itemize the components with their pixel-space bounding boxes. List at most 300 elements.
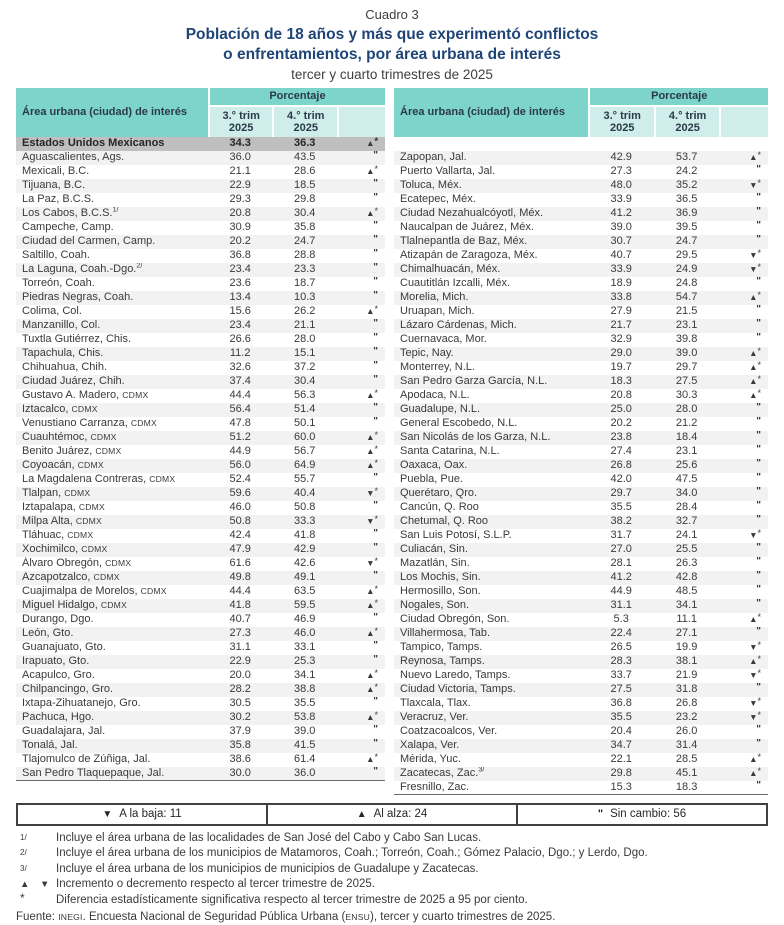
legend-box [16,803,768,826]
pct-q3: 23.4 [208,263,273,277]
pct-q3: 27.0 [588,543,653,557]
significance-asterisk: * [374,164,378,175]
pct-q4: 39.0 [294,725,316,738]
city-name: Los Mochis, Sin. [394,571,588,585]
legend-down-label: A la baja: 11 [119,808,182,821]
city-name: San Pedro Garza García, N.L. [394,375,588,389]
change-indicator [337,207,385,221]
change-indicator [337,431,385,445]
significance-asterisk: * [374,710,378,721]
pct-q4: 50.1 [294,417,316,430]
change-indicator [337,739,385,753]
change-indicator [719,571,768,585]
pct-q3: 35.5 [610,501,632,514]
change-indicator [337,375,385,389]
table-row [16,501,385,515]
pct-q3: 27.3 [208,627,273,641]
change-indicator [337,753,385,767]
no-change-icon: " [597,808,604,821]
inegi-acronym: INEGI [58,912,83,923]
table-row [16,487,385,501]
change-indicator [337,655,385,669]
change-indicator [337,725,385,739]
city-name: La Magdalena Contreras, CDMX [22,473,176,486]
change-indicator [337,193,385,207]
pct-q3: 30.7 [588,235,653,249]
city-name: Miguel Hidalgo, CDMX [16,599,208,613]
significance-asterisk: * [374,430,378,441]
pct-q4: 23.2 [654,711,719,725]
pct-q3: 40.7 [610,249,632,262]
significance-asterisk: * [757,654,761,665]
change-indicator [719,375,768,389]
table-row [394,291,768,305]
significance-asterisk: * [757,374,761,385]
pct-q4: 36.9 [654,207,719,221]
city-name: Ixtapa-Zihuatanejo, Gro. [22,697,141,710]
no-change-icon: " [756,724,761,736]
table-row [16,277,385,291]
title-line-1: Población de 18 años y más que experimentó conflictos [185,26,599,43]
significance-asterisk: * [374,668,378,679]
subtitle: tercer y cuarto trimestres de 2025 [291,66,493,82]
no-change-icon: " [373,374,378,386]
footnote-text: Incremento o decremento respecto al tercer trimestre de 2025. [56,878,375,891]
down-triangle-icon: ▼ [366,516,375,527]
pct-q3: 28.2 [208,683,273,697]
city-name: Nogales, Son. [394,599,588,613]
change-indicator [719,235,768,249]
no-change-icon: " [373,500,378,512]
significance-asterisk: * [374,556,378,567]
pct-q4: 28.5 [675,753,698,766]
down-triangle-icon: ▼ [749,264,758,275]
change-indicator [719,179,768,193]
table-row [16,333,385,347]
change-indicator [337,347,385,361]
pct-q4: 49.1 [272,571,337,585]
change-indicator [337,585,385,599]
pct-q3: 19.7 [610,361,632,374]
city-name: Ciudad del Carmen, Camp. [16,235,208,249]
change-indicator [337,711,385,725]
no-change-icon: " [756,458,761,470]
change-indicator [719,291,768,305]
table-row [394,417,768,431]
pct-q4: 24.7 [272,235,337,249]
table-row [16,221,385,235]
city-name: Nuevo Laredo, Tamps. [400,669,511,682]
table-row [16,627,385,641]
pct-q4: 35.2 [654,179,719,193]
significance-asterisk: * [757,696,761,707]
table-row [394,389,768,403]
no-change-icon: " [373,402,378,414]
pct-q4: 28.6 [294,165,316,178]
table-row [16,361,385,375]
city-name: Hermosillo, Son. [400,585,481,598]
city-name: Tlalpan, CDMX [16,487,208,501]
table-row [394,557,768,571]
no-change-icon: " [373,276,378,288]
pct-q4: 42.9 [272,543,337,557]
table-row [394,641,768,655]
change-indicator [719,249,768,263]
no-change-icon: " [373,332,378,344]
change-indicator [719,753,768,767]
pct-q3: 48.0 [588,179,653,193]
city-name: Guadalajara, Jal. [22,725,106,738]
pct-q4: 28.4 [675,501,698,514]
pct-q4: 28.0 [294,333,316,346]
pct-q3: 18.3 [588,375,653,389]
city-name: Xochimilco, CDMX [16,543,208,557]
table-row [394,193,768,207]
table-row [16,249,385,263]
pct-q4: 35.8 [294,221,316,234]
footnote-triangles [16,877,768,893]
pct-q4: 34.1 [294,669,316,682]
change-indicator [337,277,385,291]
up-triangle-icon: ▲ [366,432,375,443]
change-indicator [719,305,768,319]
no-change-icon: " [373,220,378,232]
pct-q3: 27.9 [610,305,632,318]
change-indicator [719,459,768,473]
up-triangle-icon: ▲ [366,138,375,149]
pct-q4: 21.2 [675,417,698,430]
pct-q4: 31.4 [654,739,719,753]
column-header-group: Porcentaje [588,88,768,105]
city-name: Ecatepec, Méx. [400,193,476,206]
table-row [394,319,768,333]
city-name: Mérida, Yuc. [400,753,461,766]
city-name: Ciudad Juárez, Chih. [16,375,208,389]
up-triangle-icon: ▲ [356,808,367,820]
pct-q3: 11.2 [208,347,273,361]
city-name: San Nicolás de los Garza, N.L. [394,431,588,445]
footnote-marker: 2/ [20,848,27,858]
no-change-icon: " [756,416,761,428]
table-row [394,711,768,725]
change-indicator [337,627,385,641]
change-indicator [337,249,385,263]
up-triangle-icon: ▲ [366,166,375,177]
pct-q4: 25.3 [272,655,337,669]
pct-q3: 18.9 [610,277,632,290]
change-indicator [719,683,768,697]
pct-q4: 33.1 [294,641,316,654]
city-name: Tijuana, B.C. [16,179,208,193]
city-name: Azcapotzalco, CDMX [16,571,208,585]
city-name: Ciudad Nezahualcóyotl, Méx. [394,207,588,221]
change-indicator [719,641,768,655]
city-name: Chilpancingo, Gro. [16,683,208,697]
significance-asterisk: * [374,682,378,693]
no-change-icon: " [756,598,761,610]
footnote-text: Incluye el área urbana de las localidades de San José del Cabo y Cabo San Lucas. [56,831,482,844]
table-row [394,361,768,375]
footnote-1 [16,831,768,847]
table-row [394,235,768,249]
change-indicator [337,137,385,151]
city-name: Campeche, Camp. [22,221,114,234]
change-indicator [337,543,385,557]
change-indicator [719,333,768,347]
city-name: Cuajimalpa de Morelos, CDMX [22,585,167,598]
data-table-right [394,88,768,795]
up-triangle-icon: ▲ [366,460,375,471]
up-triangle-icon: ▲ [749,768,758,779]
city-name: Ciudad Victoria, Tamps. [394,683,588,697]
pct-q4: 48.5 [675,585,698,598]
city-name: Tonalá, Jal. [16,739,208,753]
pct-q3: 27.3 [610,165,632,178]
no-change-icon: " [373,416,378,428]
pct-q4: 31.8 [654,683,719,697]
change-indicator [337,641,385,655]
table-row [16,445,385,459]
significance-asterisk: * [757,248,761,259]
pct-q4: 18.7 [294,277,316,290]
no-change-icon: " [756,318,761,330]
pct-q4: 63.5 [294,585,316,598]
table-body-right [394,137,768,795]
pct-q4: 56.3 [294,389,316,402]
table-row [16,319,385,333]
city-name: Saltillo, Coah. [22,249,90,262]
table-row [16,613,385,627]
city-name: Naucalpan de Juárez, Méx. [400,221,534,234]
table-row [16,305,385,319]
up-triangle-icon: ▲ [749,656,758,667]
pct-q4: 55.7 [294,473,316,486]
pct-q3: 41.8 [208,599,273,613]
no-change-icon: " [756,780,761,791]
up-triangle-icon: ▲ [366,712,375,723]
pct-q4: 34.1 [654,599,719,613]
change-indicator [719,655,768,669]
pct-q4: 46.0 [272,627,337,641]
change-indicator [337,557,385,571]
pct-q3: 35.8 [208,739,273,753]
no-change-icon: " [373,696,378,708]
table-row [394,305,768,319]
city-name: Tepic, Nay. [394,347,588,361]
table-row [394,543,768,557]
pct-q4: 24.8 [675,277,698,290]
pct-q3: 33.9 [588,263,653,277]
significance-asterisk: * [757,766,761,777]
table-row [16,753,385,767]
table-row [394,333,768,347]
pct-q3: 23.8 [588,431,653,445]
pct-q3: 31.1 [588,599,653,613]
pct-q3: 37.4 [208,375,273,389]
no-change-icon: " [756,556,761,568]
change-indicator [719,487,768,501]
table-row [394,627,768,641]
change-indicator [719,389,768,403]
significance-asterisk: * [757,388,761,399]
pct-q4: 11.1 [676,613,697,626]
change-indicator [719,431,768,445]
pct-q3: 49.8 [208,571,273,585]
up-triangle-icon: ▲ [749,614,758,625]
pct-q4: 33.3 [272,515,337,529]
pct-q4: 26.8 [675,697,698,710]
no-change-icon: " [756,682,761,694]
city-name: Los Cabos, B.C.S.$^{1/}$ [16,207,208,221]
change-indicator [337,473,385,487]
down-triangle-icon: ▼ [366,488,375,499]
city-name: Piedras Negras, Coah. [16,291,208,305]
pct-q3: 46.0 [229,501,251,514]
city-name: Colima, Col. [22,305,82,318]
change-indicator [337,529,385,543]
city-name: Tampico, Tamps. [400,641,483,654]
change-indicator [719,543,768,557]
pct-q3: 56.0 [208,459,273,473]
city-name: Ciudad Obregón, Son. [400,613,510,626]
table-row [16,403,385,417]
pct-q3: 44.4 [229,389,251,402]
pct-q3: 20.2 [208,235,273,249]
pct-q4: 51.4 [272,403,337,417]
pct-q4: 29.5 [675,249,698,262]
table-row [16,179,385,193]
no-change-icon: " [373,192,378,204]
city-name: General Escobedo, N.L. [400,417,518,430]
table-row [394,179,768,193]
no-change-icon: " [756,332,761,344]
pct-q3: 30.2 [208,711,273,725]
footnote-text: Diferencia estadísticamente significativa respecto al tercer trimestre de 2025 a 95 por ciento. [56,893,528,906]
significance-asterisk: * [374,388,378,399]
no-change-icon: " [756,304,761,316]
city-name: Chihuahua, Chih. [22,361,108,374]
change-indicator [337,151,385,165]
pct-q4: 18.4 [654,431,719,445]
change-indicator [337,403,385,417]
pct-q4: 40.4 [272,487,337,501]
up-triangle-icon: ▲ [749,292,758,303]
city-name: La Laguna, Coah.-Dgo.$^{2/}$ [16,263,208,277]
pct-q3: 29.3 [229,193,251,206]
up-triangle-icon: ▲ [749,390,758,401]
title-block [16,7,768,82]
no-change-icon: " [756,402,761,414]
table-row [394,529,768,543]
city-name: Fresnillo, Zac. [394,781,588,795]
table-row [16,725,385,739]
change-indicator [719,767,768,781]
change-indicator [337,361,385,375]
pct-q3: 38.2 [588,515,653,529]
change-indicator [719,165,768,179]
pct-q3: 26.8 [588,459,653,473]
significance-asterisk: * [374,444,378,455]
pct-q3: 25.0 [588,403,653,417]
pct-q4: 42.8 [654,571,719,585]
pct-q3: 29.0 [588,347,653,361]
pct-q3: 22.1 [610,753,632,766]
pct-q4: 60.0 [272,431,337,445]
pct-q4: 23.1 [654,319,719,333]
city-name: La Paz, B.C.S. [22,193,95,206]
table-row [394,753,768,767]
city-name: Tlaxcala, Tlax. [400,697,471,710]
city-name: Mazatlán, Sin. [400,557,470,570]
table-row [16,739,385,753]
pct-q3: 44.9 [229,445,251,458]
table-row [16,235,385,249]
city-name: Culiacán, Sin. [394,543,588,557]
significance-asterisk: * [374,752,378,763]
asterisk-icon: * [20,890,25,905]
no-change-icon: " [756,542,761,554]
pct-q3: 42.4 [229,529,251,542]
pct-q3: 44.4 [229,585,251,598]
pct-q4: 35.5 [294,697,316,710]
change-indicator [719,347,768,361]
pct-q3: 38.6 [229,753,251,766]
pct-q4: 45.1 [654,767,719,781]
pct-q3: 21.1 [229,165,251,178]
table-row [16,697,385,711]
city-name: Milpa Alta, CDMX [16,515,208,529]
table-row [394,207,768,221]
change-indicator [337,221,385,235]
up-triangle-icon: ▲ [366,628,375,639]
no-change-icon: " [373,738,378,750]
table-row [394,431,768,445]
table-number: Cuadro 3 [365,7,419,22]
up-triangle-icon: ▲ [749,362,758,373]
footnote-marker: 3/ [20,863,27,873]
table-row [16,459,385,473]
footnote-reference: 3/ [478,766,485,774]
pct-q4: 50.8 [294,501,316,514]
city-name: Tláhuac, CDMX [22,529,94,542]
pct-q3: 36.8 [610,697,632,710]
change-indicator [719,445,768,459]
city-name: Apodaca, N.L. [400,389,470,402]
pct-q4: 32.7 [654,515,719,529]
table-row [16,207,385,221]
pct-q4: 23.1 [675,445,698,458]
pct-q3: 26.5 [610,641,632,654]
table-row [394,599,768,613]
up-triangle-icon: ▲ [749,348,758,359]
no-change-icon: " [756,234,761,246]
pct-q4: 26.3 [675,557,698,570]
no-change-icon: " [373,640,378,652]
pct-q3: 15.6 [229,305,251,318]
no-change-icon: " [373,724,378,736]
no-change-icon: " [373,360,378,372]
source-line: Fuente: INEGI. Encuesta Nacional de Seguridad Pública Urbana (ENSU), tercer y cuarto trimestres de 2025. [16,911,556,924]
city-name: Cancún, Q. Roo [400,501,479,514]
up-triangle-icon: ▲ [366,600,375,611]
change-indicator [719,725,768,739]
up-triangle-icon: ▲ [366,670,375,681]
pct-q4: 43.5 [272,151,337,165]
city-name: Morelia, Mich. [394,291,588,305]
pct-q3: 33.7 [610,669,632,682]
footnote-3 [16,862,768,878]
table-row [16,347,385,361]
